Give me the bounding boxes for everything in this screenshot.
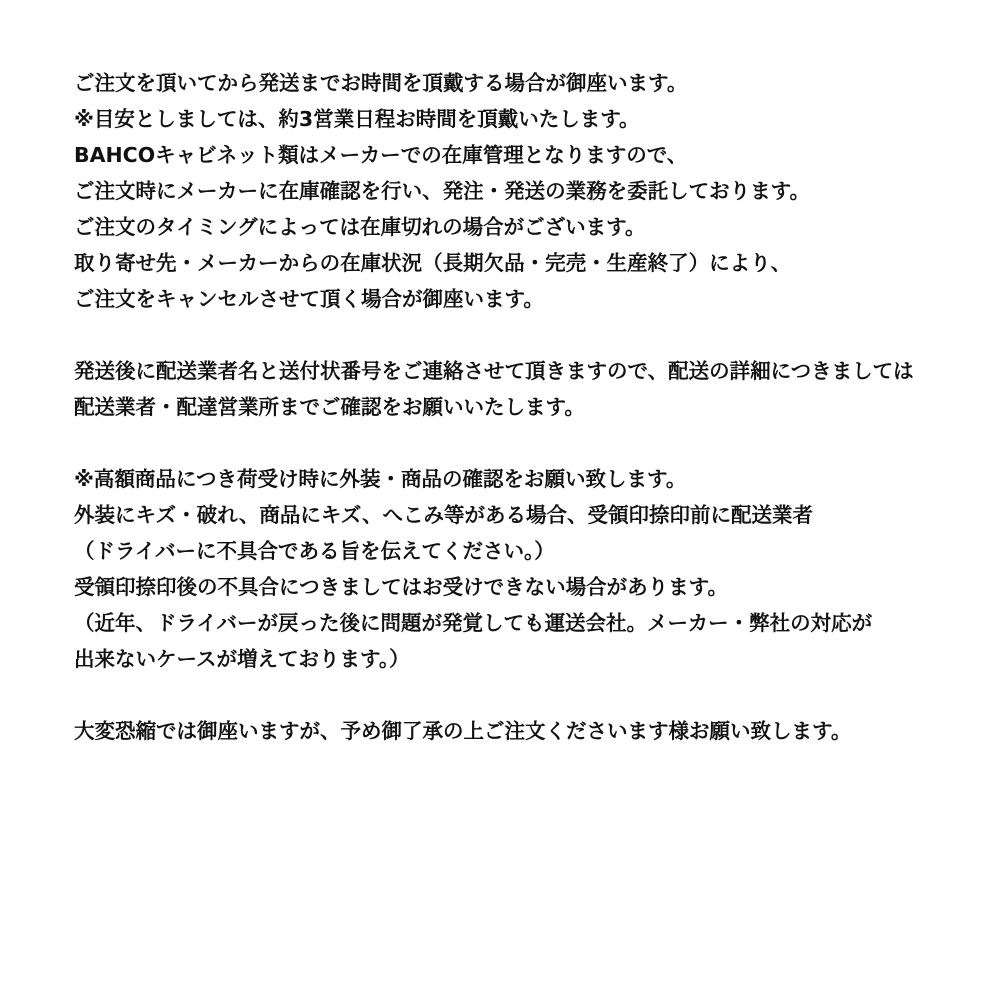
notice-line: 取り寄せ先・メーカーからの在庫状況（長期欠品・完売・生産終了）により、 bbox=[74, 251, 792, 275]
paragraph-inspection-on-delivery bbox=[74, 461, 960, 677]
notice-line: ※目安としましては、約3営業日程お時間を頂戴いたします。 bbox=[74, 107, 640, 131]
notice-line: ご注文をキャンセルさせて頂く場合が御座います。 bbox=[74, 287, 544, 311]
notice-line: （ドライバーに不具合である旨を伝えてください。） bbox=[74, 539, 555, 563]
notice-line: 外装にキズ・破れ、商品にキズ、へこみ等がある場合、受領印捺印前に配送業者 bbox=[74, 503, 814, 527]
notice-line: ※高額商品につき荷受け時に外装・商品の確認をお願い致します。 bbox=[74, 467, 687, 491]
notice-line: 出来ないケースが増えております。） bbox=[74, 647, 410, 671]
paragraph-tracking-info bbox=[74, 353, 960, 425]
paragraph-closing-request bbox=[74, 713, 960, 749]
paragraph-shipping-leadtime bbox=[74, 65, 960, 317]
notice-line: ご注文を頂いてから発送までお時間を頂戴する場合が御座います。 bbox=[74, 71, 688, 95]
notice-line: 発送後に配送業者名と送付状番号をご連絡させて頂きますので、配送の詳細につきましては bbox=[74, 359, 914, 383]
notice-line: （近年、ドライバーが戻った後に問題が発覚しても運送会社。メーカー・弊社の対応が bbox=[74, 611, 873, 635]
notice-line: ご注文のタイミングによっては在庫切れの場合がございます。 bbox=[74, 215, 646, 239]
notice-line: BAHCOキャビネット類はメーカーでの在庫管理となりますので、 bbox=[74, 143, 688, 167]
notice-line: 大変恐縮では御座いますが、予め御了承の上ご注文くださいます様お願い致します。 bbox=[74, 719, 852, 743]
notice-line: 受領印捺印後の不具合につきましてはお受けできない場合があります。 bbox=[74, 575, 728, 599]
notice-line: 配送業者・配達営業所までご確認をお願いいたします。 bbox=[74, 395, 585, 419]
notice-line: ご注文時にメーカーに在庫確認を行い、発注・発送の業務を委託しております。 bbox=[74, 179, 810, 203]
